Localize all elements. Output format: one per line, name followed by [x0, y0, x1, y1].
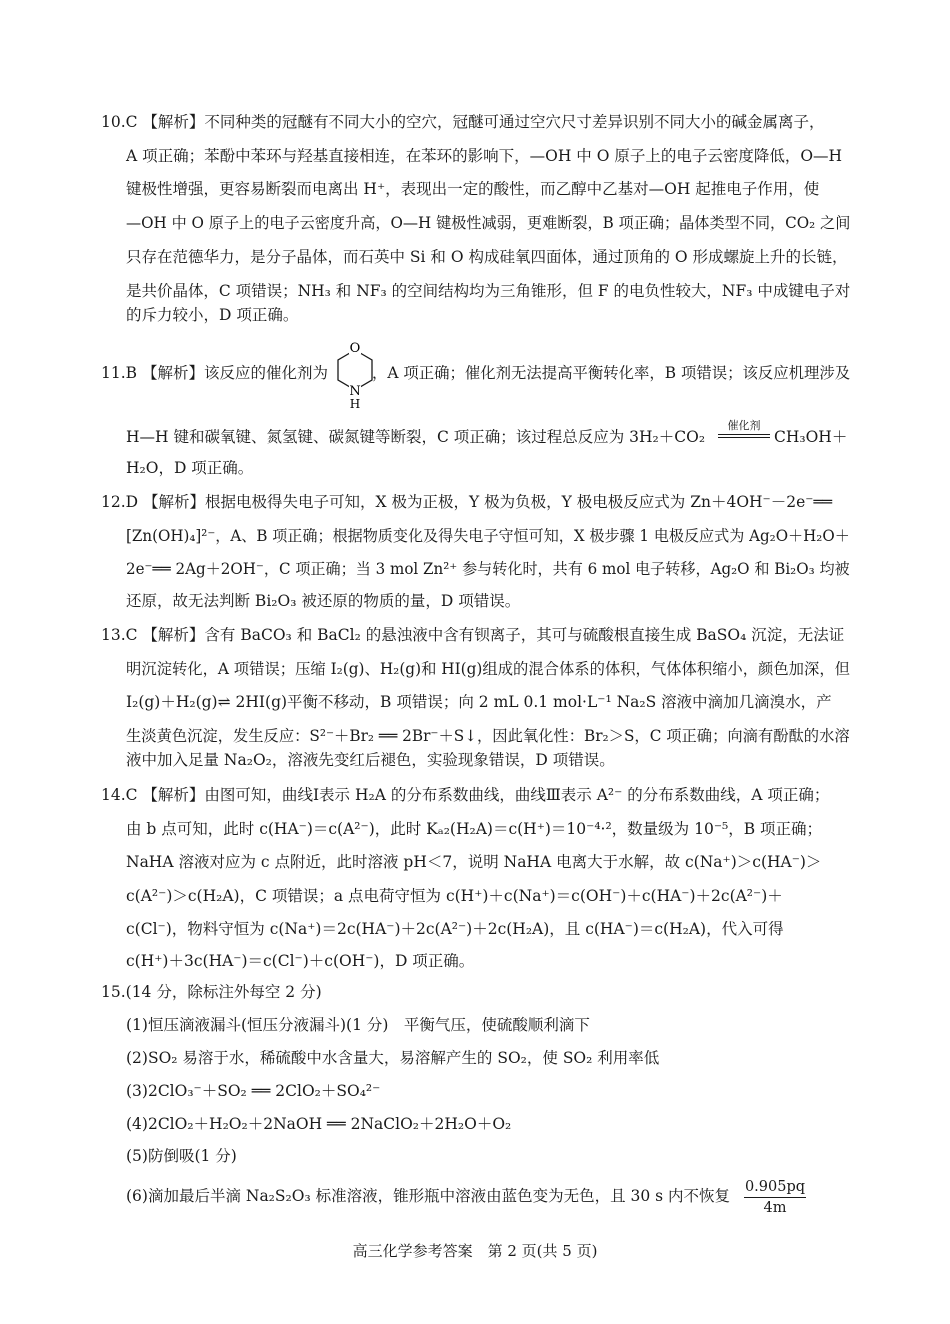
q15-item-4: (4)2ClO₂＋H₂O₂＋2NaOH ══ 2NaClO₂＋2H₂O＋O₂	[126, 1115, 512, 1133]
q10-line-4: —OH 中 O 原子上的电子云密度升高，O—H 键极性减弱，更难断裂，B 项正确；晶体类型不同，CO₂ 之间	[126, 214, 851, 232]
q12-line-4: 还原，故无法判断 Bi₂O₃ 被还原的物质的量，D 项错误。	[126, 592, 521, 610]
q13-line-1: 13.C 【解析】含有 BaCO₃ 和 BaCl₂ 的悬浊液中含有钡离子，其可与硫酸根直接生成 BaSO₄ 沉淀，无法证	[101, 626, 845, 644]
q12-line-1: 12.D 【解析】根据电极得失电子可知，X 极为正极，Y 极为负极，Y 极电极反应式为 Zn＋4OH⁻－2e⁻══	[101, 493, 833, 511]
fraction-denominator: 4m	[763, 1200, 787, 1216]
q15-item-1: (1)恒压滴液漏斗(恒压分液漏斗)(1 分) 平衡气压，使硫酸顺利滴下	[126, 1016, 590, 1034]
q10-line-3: 键极性增强，更容易断裂而电离出 H⁺，表现出一定的酸性，而乙醇中乙基对—OH 起推电子作用，使	[126, 180, 820, 198]
q13-line-4: 生淡黄色沉淀，发生反应：S²⁻＋Br₂ ══ 2Br⁻＋S↓，因此氧化性：Br₂＞S，C 项正确；向滴有酚酞的水溶	[126, 727, 850, 745]
q13-line-2: 明沉淀转化，A 项错误；压缩 I₂(g)、H₂(g)和 HI(g)组成的混合体系的体积，气体体积缩小，颜色加深，但	[126, 660, 850, 678]
q14-line-3: NaHA 溶液对应为 c 点附近，此时溶液 pH＜7，说明 NaHA 电离大于水解，故 c(Na⁺)＞c(HA⁻)＞	[126, 853, 822, 871]
q10-line-2: A 项正确；苯酚中苯环与羟基直接相连，在苯环的影响下，—OH 中 O 原子上的电子云密度降低，O—H	[126, 147, 843, 165]
catalyst-label: 催化剂	[727, 419, 761, 432]
q15-item-3: (3)2ClO₃⁻＋SO₂ ══ 2ClO₂＋SO₄²⁻	[126, 1082, 381, 1100]
q13-line-3: I₂(g)＋H₂(g)⇌ 2HI(g)平衡不移动，B 项错误；向 2 mL 0.1 mol·L⁻¹ Na₂S 溶液中滴加几滴溴水，产	[126, 693, 832, 711]
q12-line-3: 2e⁻══ 2Ag＋2OH⁻，C 项正确；当 3 mol Zn²⁺ 参与转化时，共有 6 mol 电子转移，Ag₂O 和 Bi₂O₃ 均被	[126, 560, 850, 578]
q11-line-1-before: 11.B 【解析】该反应的催化剂为	[101, 364, 328, 382]
q10-line-7: 的斥力较小，D 项正确。	[126, 306, 299, 324]
morpholine-o: O	[349, 341, 361, 356]
q15-item-5: (5)防倒吸(1 分)	[126, 1147, 237, 1165]
fraction-numerator: 0.905pq	[744, 1179, 806, 1195]
q14-line-2: 由 b 点可知，此时 c(HA⁻)＝c(A²⁻)，此时 Kₐ₂(H₂A)＝c(H⁺)＝10⁻⁴·²，数量级为 10⁻⁵，B 项正确；	[126, 820, 823, 838]
morpholine-h: H	[349, 397, 361, 408]
q15-heading: 15.(14 分，除标注外每空 2 分)	[101, 983, 322, 1001]
q14-line-5: c(Cl⁻)，物料守恒为 c(Na⁺)＝2c(HA⁻)＋2c(A²⁻)＋2c(H₂A)，且 c(HA⁻)＝c(H₂A)，代入可得	[126, 920, 784, 938]
q10-line-6: 是共价晶体，C 项错误；NH₃ 和 NF₃ 的空间结构均为三角锥形，但 F 的电负性较大，NF₃ 中成键电子对	[126, 282, 851, 300]
q12-line-2: [Zn(OH)₄]²⁻，A、B 项正确；根据物质变化及得失电子守恒可知，X 极步骤 1 电极反应式为 Ag₂O＋H₂O＋	[126, 527, 850, 545]
page-footer: 高三化学参考答案 第 2 页(共 5 页)	[352, 1242, 598, 1260]
q14-line-1: 14.C 【解析】由图可知，曲线Ⅰ表示 H₂A 的分布系数曲线，曲线Ⅲ表示 A²⁻ 的分布系数曲线，A 项正确；	[101, 786, 830, 804]
q11-line-2-after: CH₃OH＋	[774, 428, 848, 446]
q15-item-2: (2)SO₂ 易溶于水，稀硫酸中水含量大，易溶解产生的 SO₂，使 SO₂ 利用率低	[126, 1049, 660, 1067]
q15-item-6: (6)滴加最后半滴 Na₂S₂O₃ 标准溶液，锥形瓶中溶液由蓝色变为无色，且 30 s 内不恢复	[126, 1187, 731, 1205]
answer-fraction	[744, 1178, 806, 1217]
morpholine-n: N	[349, 384, 361, 399]
catalyst-arrow	[718, 419, 770, 438]
q11-line-3: H₂O，D 项正确。	[126, 459, 254, 477]
q14-line-4: c(A²⁻)＞c(H₂A)，C 项错误；a 点电荷守恒为 c(H⁺)＋c(Na⁺)＝c(OH⁻)＋c(HA⁻)＋2c(A²⁻)＋	[126, 887, 783, 905]
q11-line-2: H—H 键和碳氧键、氮氢键、碳氮键等断裂，C 项正确；该过程总反应为 3H₂＋CO₂	[126, 428, 706, 446]
q10-line-5: 只存在范德华力，是分子晶体，而石英中 Si 和 O 构成硅氧四面体，通过顶角的 O 形成螺旋上升的长链，	[126, 248, 848, 266]
q10-line-1: 10.C 【解析】不同种类的冠醚有不同大小的空穴，冠醚可通过空穴尺寸差异识别不同大小的碱金属离子，	[101, 113, 825, 131]
q13-line-5: 液中加入足量 Na₂O₂，溶液先变红后褪色，实验现象错误，D 项错误。	[126, 751, 615, 769]
q14-line-6: c(H⁺)＋3c(HA⁻)＝c(Cl⁻)＋c(OH⁻)，D 项正确。	[126, 952, 475, 970]
q11-line-1-after: ，A 项正确；催化剂无法提高平衡转化率，B 项错误；该反应机理涉及	[372, 364, 851, 382]
